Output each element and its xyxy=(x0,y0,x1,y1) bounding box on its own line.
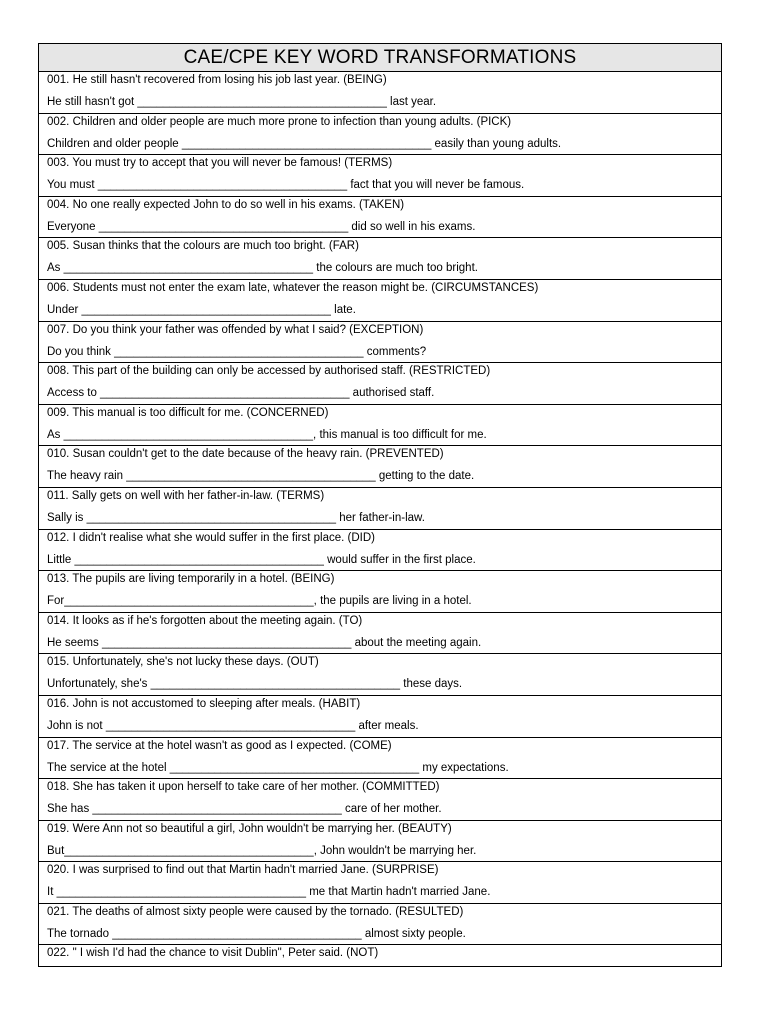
exercise-question: 014. It looks as if he's forgotten about the meeting again. (TO) xyxy=(47,614,363,627)
exercise-answer-line: The heavy rain _______________________________________ getting to the date. xyxy=(47,470,475,483)
exercise-question: 015. Unfortunately, she's not lucky these days. (OUT) xyxy=(47,656,319,669)
exercise-item xyxy=(39,904,721,946)
exercise-answer-line: But_______________________________________, John wouldn't be marrying her. xyxy=(47,844,477,857)
exercise-question: 011. Sally gets on well with her father-in-law. (TERMS) xyxy=(47,489,325,502)
exercise-answer-line: Sally is _______________________________________ her father-in-law. xyxy=(47,511,425,524)
exercise-answer-line: As _______________________________________ the colours are much too bright. xyxy=(47,262,478,275)
exercise-item xyxy=(39,821,721,863)
exercise-item xyxy=(39,197,721,239)
exercise-item xyxy=(39,696,721,738)
exercise-question: 018. She has taken it upon herself to take care of her mother. (COMMITTED) xyxy=(47,781,440,794)
exercise-question: 012. I didn't realise what she would suffer in the first place. (DID) xyxy=(47,531,375,544)
exercise-question: 006. Students must not enter the exam late, whatever the reason might be. (CIRCUMSTANCES) xyxy=(47,281,539,294)
exercise-question: 021. The deaths of almost sixty people were caused by the tornado. (RESULTED) xyxy=(47,905,464,918)
exercise-item xyxy=(39,613,721,655)
exercise-item xyxy=(39,862,721,904)
exercise-answer-line: It _______________________________________ me that Martin hadn't married Jane. xyxy=(47,886,491,899)
exercise-item xyxy=(39,488,721,530)
exercise-question: 003. You must try to accept that you will never be famous! (TERMS) xyxy=(47,157,393,170)
exercise-item xyxy=(39,738,721,780)
exercise-answer-line: The tornado _______________________________________ almost sixty people. xyxy=(47,927,466,940)
exercise-list xyxy=(39,72,721,966)
exercise-answer-line: Everyone _______________________________________ did so well in his exams. xyxy=(47,220,476,233)
exercise-answer-line: Children and older people _______________________________________ easily than young adults. xyxy=(47,137,562,150)
exercise-answer-line: For_______________________________________, the pupils are living in a hotel. xyxy=(47,595,472,608)
exercise-question: 010. Susan couldn't get to the date because of the heavy rain. (PREVENTED) xyxy=(47,448,444,461)
exercise-question: 022. " I wish I'd had the chance to visit Dublin", Peter said. (NOT) xyxy=(47,947,379,960)
exercise-answer-line: Do you think _______________________________________ comments? xyxy=(47,345,427,358)
exercise-question: 017. The service at the hotel wasn't as good as I expected. (COME) xyxy=(47,739,392,752)
exercise-item xyxy=(39,363,721,405)
exercise-answer-line: The service at the hotel _______________________________________ my expectations. xyxy=(47,761,509,774)
exercise-item xyxy=(39,945,721,966)
title-bar xyxy=(39,44,721,72)
exercise-item xyxy=(39,571,721,613)
exercise-item xyxy=(39,530,721,572)
worksheet xyxy=(38,43,722,967)
exercise-item xyxy=(39,446,721,488)
exercise-item xyxy=(39,405,721,447)
exercise-item xyxy=(39,280,721,322)
exercise-question: 005. Susan thinks that the colours are much too bright. (FAR) xyxy=(47,240,359,253)
exercise-question: 008. This part of the building can only be accessed by authorised staff. (RESTRICTED) xyxy=(47,365,491,378)
exercise-question: 020. I was surprised to find out that Martin hadn't married Jane. (SURPRISE) xyxy=(47,864,439,877)
exercise-item xyxy=(39,322,721,364)
exercise-answer-line: Little _______________________________________ would suffer in the first place. xyxy=(47,553,476,566)
exercise-answer-line: Access to _______________________________________ authorised staff. xyxy=(47,387,435,400)
exercise-item xyxy=(39,654,721,696)
exercise-question: 013. The pupils are living temporarily in a hotel. (BEING) xyxy=(47,573,335,586)
exercise-question: 001. He still hasn't recovered from losing his job last year. (BEING) xyxy=(47,74,387,86)
exercise-answer-line: She has _______________________________________ care of her mother. xyxy=(47,803,442,816)
exercise-answer-line: He seems _______________________________________ about the meeting again. xyxy=(47,636,482,649)
exercise-question: 004. No one really expected John to do so well in his exams. (TAKEN) xyxy=(47,198,405,211)
exercise-question: 019. Were Ann not so beautiful a girl, John wouldn't be marrying her. (BEAUTY) xyxy=(47,822,452,835)
exercise-question: 007. Do you think your father was offended by what I said? (EXCEPTION) xyxy=(47,323,424,336)
exercise-item xyxy=(39,72,721,114)
exercise-answer-line: Under _______________________________________ late. xyxy=(47,303,356,316)
exercise-item xyxy=(39,779,721,821)
exercise-item xyxy=(39,238,721,280)
exercise-answer-line: He still hasn't got _______________________________________ last year. xyxy=(47,96,437,108)
exercise-answer-line: Unfortunately, she's _______________________________________ these days. xyxy=(47,678,463,691)
exercise-answer-line: You must _______________________________________ fact that you will never be famous. xyxy=(47,179,525,192)
exercise-item xyxy=(39,155,721,197)
exercise-question: 009. This manual is too difficult for me. (CONCERNED) xyxy=(47,406,329,419)
exercise-answer-line: John is not _______________________________________ after meals. xyxy=(47,719,419,732)
exercise-question: 016. John is not accustomed to sleeping after meals. (HABIT) xyxy=(47,697,361,710)
worksheet-title: CAE/CPE KEY WORD TRANSFORMATIONS xyxy=(183,46,577,68)
exercise-question: 002. Children and older people are much more prone to infection than young adults. (PICK) xyxy=(47,115,512,128)
exercise-item xyxy=(39,114,721,156)
exercise-answer-line: As _______________________________________, this manual is too difficult for me. xyxy=(47,428,487,441)
